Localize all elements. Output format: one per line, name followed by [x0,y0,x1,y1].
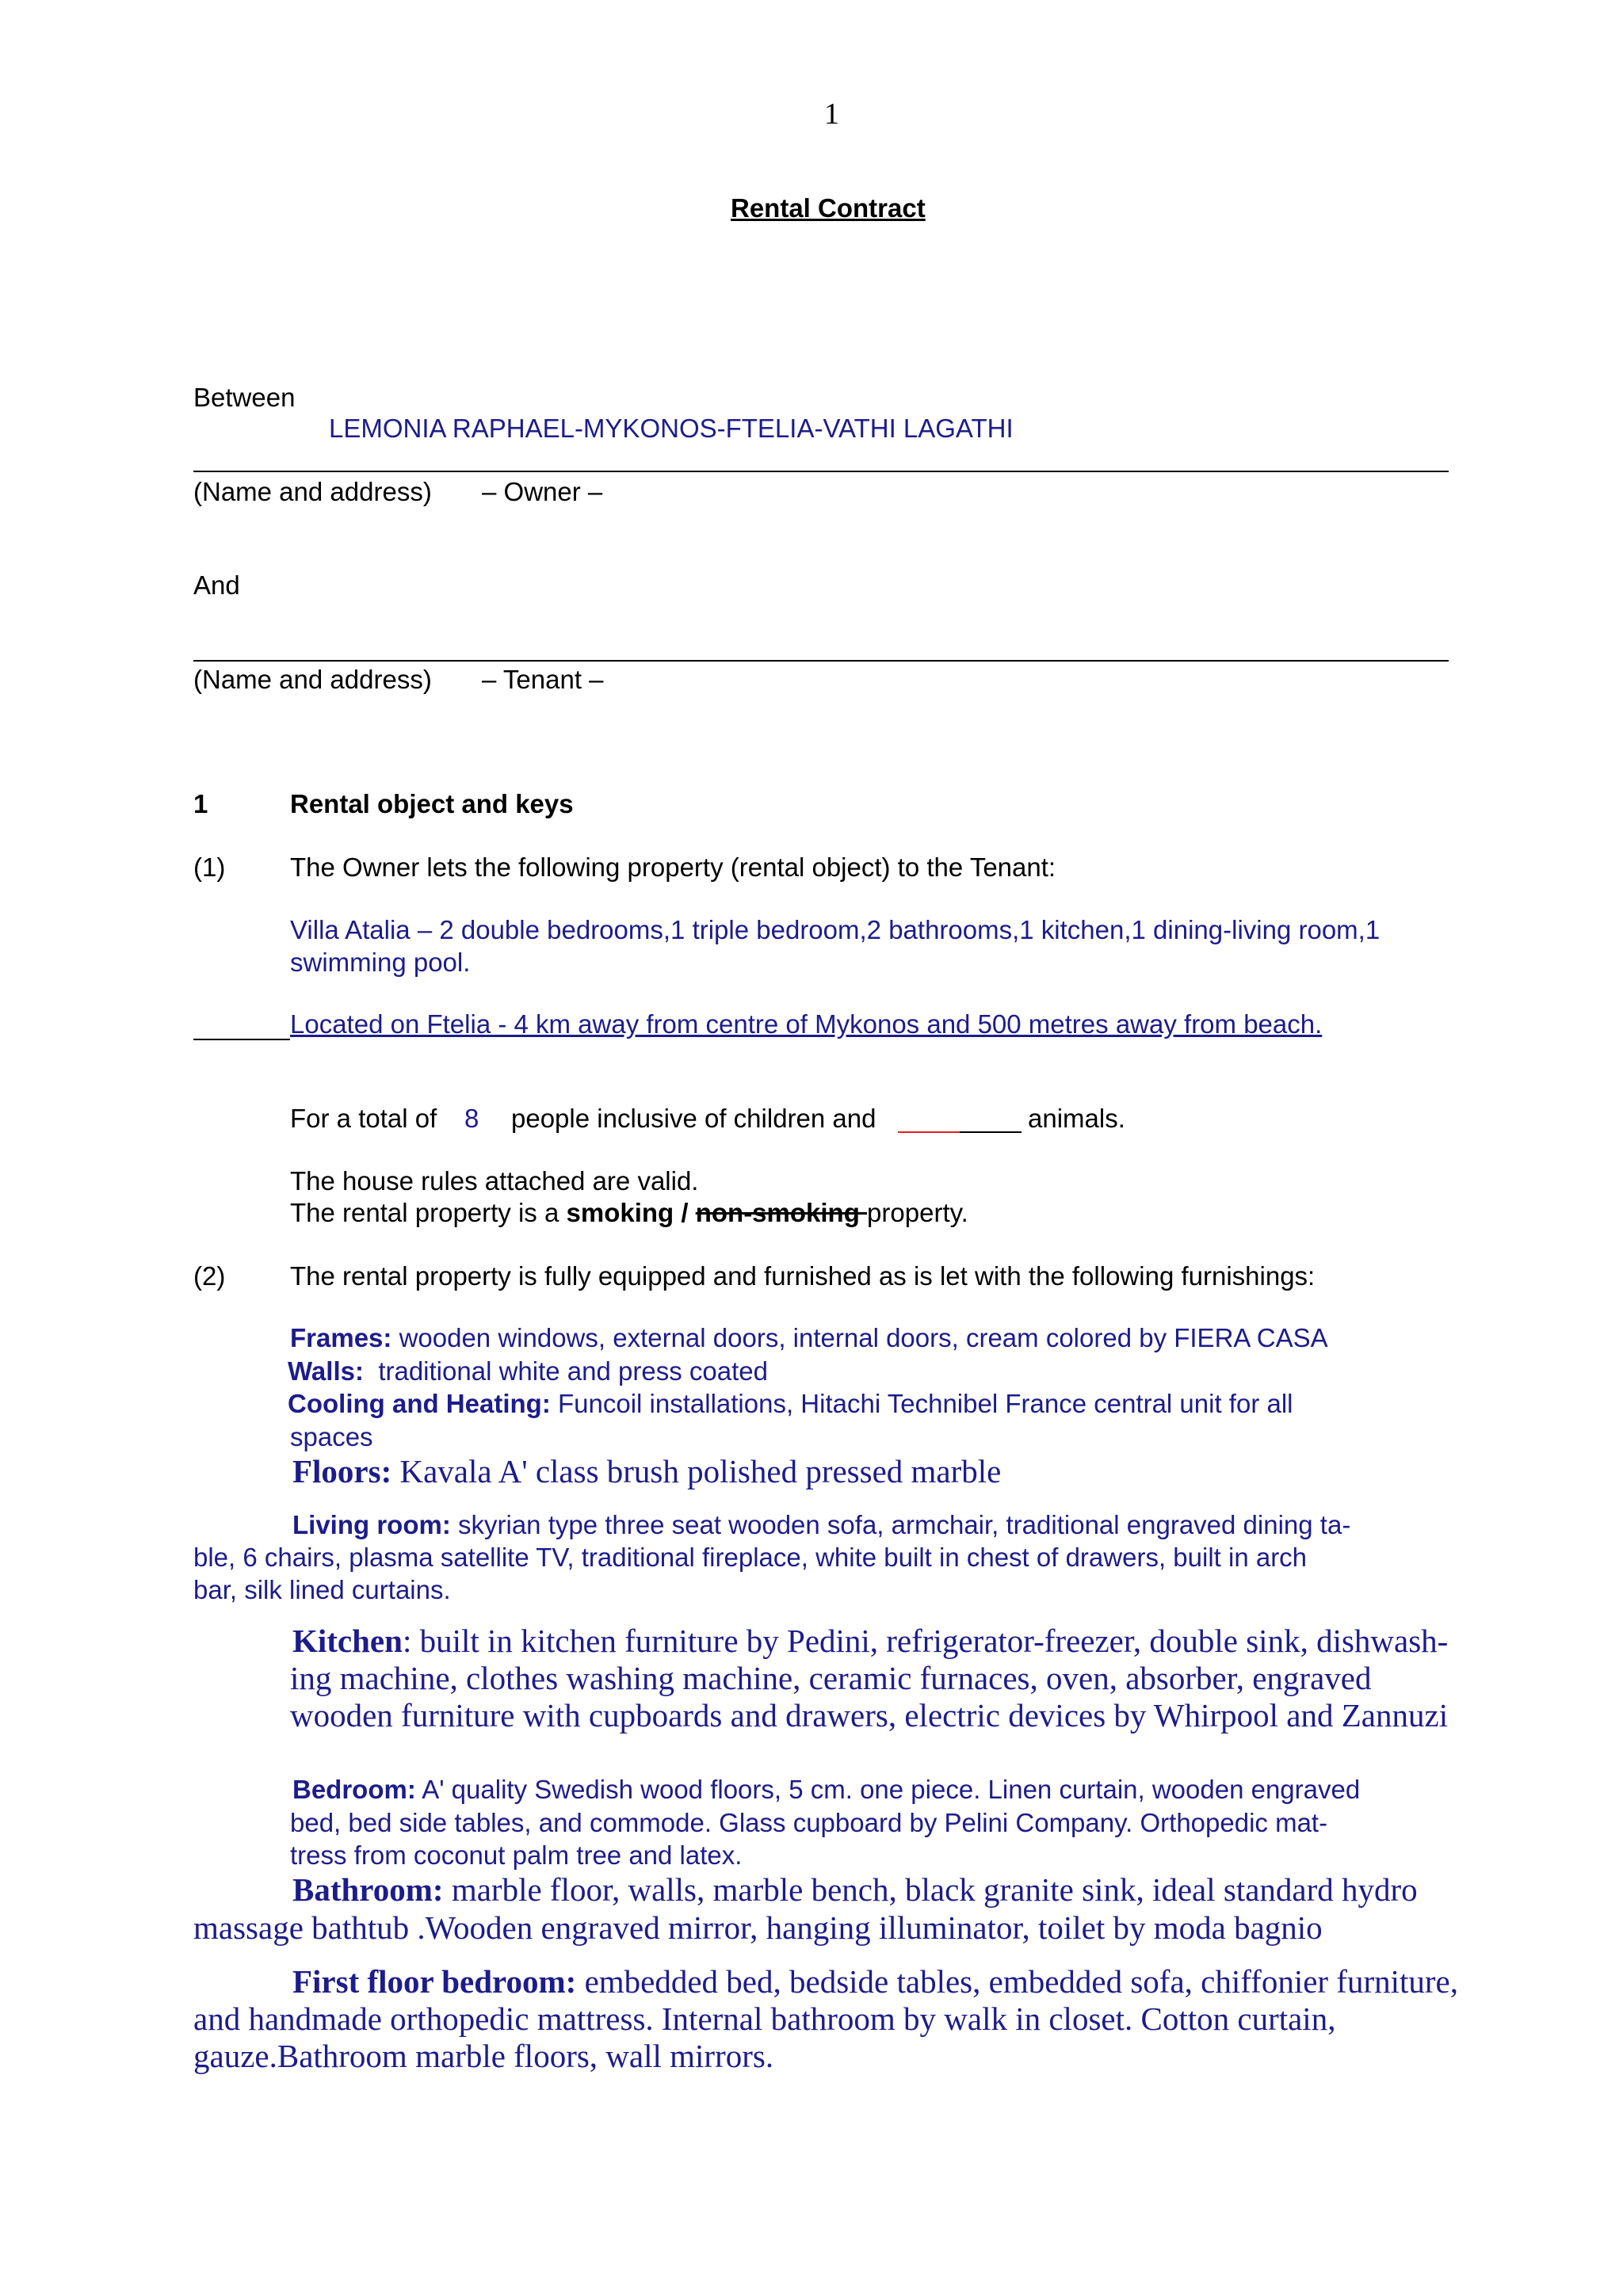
first-floor-bedroom-label: First floor bedroom: [292,1963,577,2000]
cooling-text-line-2: spaces [290,1422,373,1451]
paragraph-1-number: (1) [193,852,226,882]
smoking-suffix: property. [867,1198,968,1227]
animals-blank [960,1131,1022,1133]
bathroom-entry [292,1871,1418,1909]
total-people-value: 8 [464,1104,479,1133]
living-room-text-line-3: bar, silk lined curtains. [193,1575,451,1604]
smoking-prefix: The rental property is a [290,1198,559,1227]
total-middle: people inclusive of children and [511,1104,876,1133]
bedroom-text-line-3: tress from coconut palm tree and latex. [290,1840,743,1870]
living-room-text-line-1: skyrian type three seat wooden sofa, armchair, traditional engraved dining ta- [458,1510,1351,1539]
paragraph-2-number: (2) [193,1261,226,1291]
first-floor-bedroom-entry [292,1963,1458,2000]
and-label: And [193,570,240,600]
total-prefix: For a total of [290,1104,437,1133]
owner-name-address: LEMONIA RAPHAEL-MYKONOS-FTELIA-VATHI LAGATHI [329,414,1014,443]
non-smoking-option-struck: non-smoking [695,1198,860,1227]
cooling-text-line-1: Funcoil installations, Hitachi Technibel France central unit for all [557,1389,1293,1418]
tenant-caption: (Name and address) [193,665,432,694]
tenant-signature-line [193,660,1449,662]
frames-text: wooden windows, external doors, internal doors, cream colored by FIERA CASA [399,1323,1328,1352]
bedroom-label: Bedroom: [292,1775,416,1804]
kitchen-text-line-2: ing machine, clothes washing machine, ceramic furnaces, oven, absorber, engraved [290,1660,1372,1696]
section-number: 1 [193,789,208,818]
first-floor-bedroom-text-line-3: gauze.Bathroom marble floors, wall mirrors. [193,2038,774,2074]
owner-caption: (Name and address) [193,477,432,506]
frames-entry [290,1322,1328,1355]
tenant-role: – Tenant – [482,665,604,694]
first-floor-bedroom-text-line-1: embedded bed, bedside tables, embedded sofa, chiffonier furniture, [584,1963,1458,2000]
total-suffix: animals. [1028,1104,1125,1133]
floors-text: Kavala A' class brush polished pressed marble [399,1453,1002,1489]
kitchen-text-line-3: wooden furniture with cupboards and drawers, electric devices by Whirpool and Zannuzi [290,1697,1449,1733]
cooling-entry [288,1387,1293,1421]
page-number: 1 [824,97,839,131]
living-room-text-line-2: ble, 6 chairs, plasma satellite TV, traditional fireplace, white built in chest of drawers, built in arch [193,1543,1308,1572]
owner-role: – Owner – [482,477,603,506]
house-rules-text: The house rules attached are valid. [290,1166,699,1196]
kitchen-label: Kitchen [292,1623,403,1659]
smoking-option: smoking / [566,1198,689,1227]
property-description-line-1: Villa Atalia – 2 double bedrooms,1 triple bedroom,2 bathrooms,1 kitchen,1 dining-living room,1 [290,915,1381,944]
walls-text: traditional white and press coated [378,1356,768,1386]
paragraph-2-text: The rental property is fully equipped and furnished as is let with the following furnishings: [290,1261,1316,1291]
paragraph-1-text: The Owner lets the following property (rental object) to the Tenant: [290,852,1056,882]
document-title: Rental Contract [731,193,926,223]
smoking-line [290,1196,968,1230]
walls-entry [288,1355,768,1388]
first-floor-bedroom-text-line-2: and handmade orthopedic mattress. Internal bathroom by walk in closet. Cotton curtain, [193,2000,1336,2037]
bathroom-text-line-2: massage bathtub .Wooden engraved mirror, hanging illuminator, toilet by moda bagnio [193,1909,1323,1946]
living-room-entry [292,1508,1350,1542]
bedroom-text-line-1: A' quality Swedish wood floors, 5 cm. one piece. Linen curtain, wooden engraved [422,1775,1361,1804]
bedroom-entry [292,1773,1360,1806]
frames-label: Frames: [290,1323,392,1352]
bedroom-text-line-2: bed, bed side tables, and commode. Glass cupboard by Pelini Company. Orthopedic mat- [290,1808,1328,1837]
floors-label: Floors: [292,1453,392,1489]
kitchen-text-line-1: : built in kitchen furniture by Pedini, refrigerator-freezer, double sink, dishwash- [402,1623,1449,1659]
location-leading-underline [193,1039,290,1040]
bathroom-text-line-1: marble floor, walls, marble bench, black granite sink, ideal standard hydro [451,1871,1418,1908]
property-description-line-2: swimming pool. [290,948,471,977]
between-label: Between [193,383,296,412]
cooling-label: Cooling and Heating: [288,1389,551,1418]
property-location: Located on Ftelia - 4 km away from centre of Mykonos and 500 metres away from beach. [290,1009,1323,1039]
animals-blank-marked [898,1131,960,1133]
kitchen-entry [292,1623,1448,1660]
bathroom-label: Bathroom: [292,1871,444,1908]
floors-entry [292,1453,1001,1490]
walls-label: Walls: [288,1356,364,1386]
owner-signature-line [193,471,1449,472]
living-room-label: Living room: [292,1510,451,1539]
section-heading: Rental object and keys [290,789,574,818]
